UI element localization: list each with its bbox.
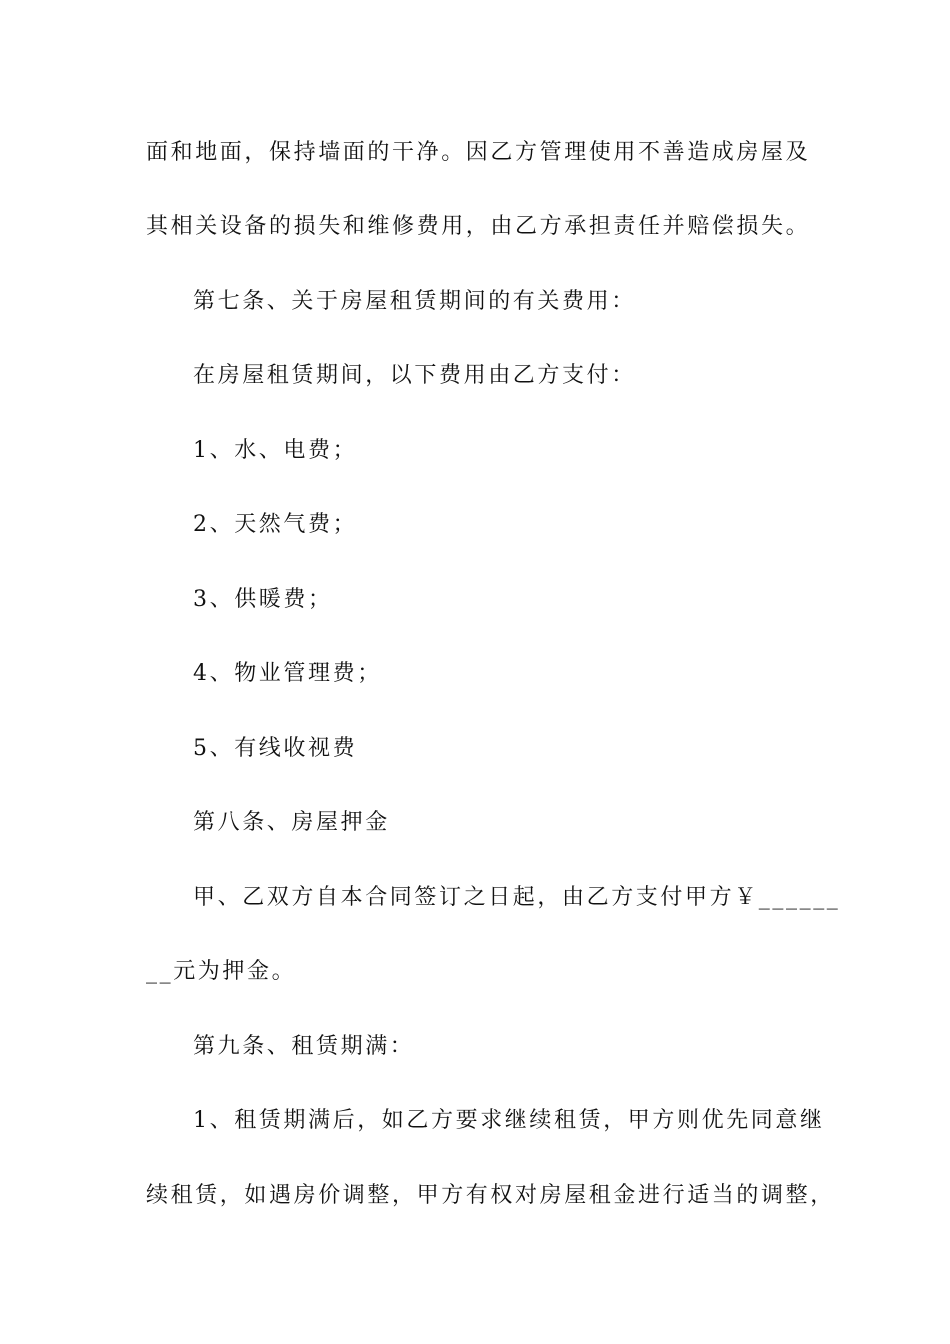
list-item: 4、物业管理费； xyxy=(193,661,382,686)
list-item: 2、天然气费； xyxy=(193,512,358,537)
article-8-heading: 第八条、房屋押金 xyxy=(193,810,390,835)
list-item: 5、有线收视费 xyxy=(193,736,358,761)
article-9-heading: 第九条、租赁期满： xyxy=(193,1034,415,1059)
paragraph-line: 在房屋租赁期间，以下费用由乙方支付： xyxy=(193,363,636,388)
list-item: 1、水、电费； xyxy=(193,438,358,463)
article-7-heading: 第七条、关于房屋租赁期间的有关费用： xyxy=(193,289,636,314)
paragraph-line: __元为押金。 xyxy=(146,959,297,984)
paragraph-line: 甲、乙双方自本合同签订之日起，由乙方支付甲方￥______ xyxy=(193,885,841,910)
paragraph-line: 续租赁，如遇房价调整，甲方有权对房屋租金进行适当的调整， xyxy=(146,1183,835,1208)
paragraph-line: 其相关设备的损失和维修费用，由乙方承担责任并赔偿损失。 xyxy=(146,214,811,239)
paragraph-line: 面和地面，保持墙面的干净。因乙方管理使用不善造成房屋及 xyxy=(146,140,811,165)
list-item: 3、供暖费； xyxy=(193,587,333,612)
paragraph-line: 1、租赁期满后，如乙方要求继续租赁，甲方则优先同意继 xyxy=(193,1108,825,1133)
